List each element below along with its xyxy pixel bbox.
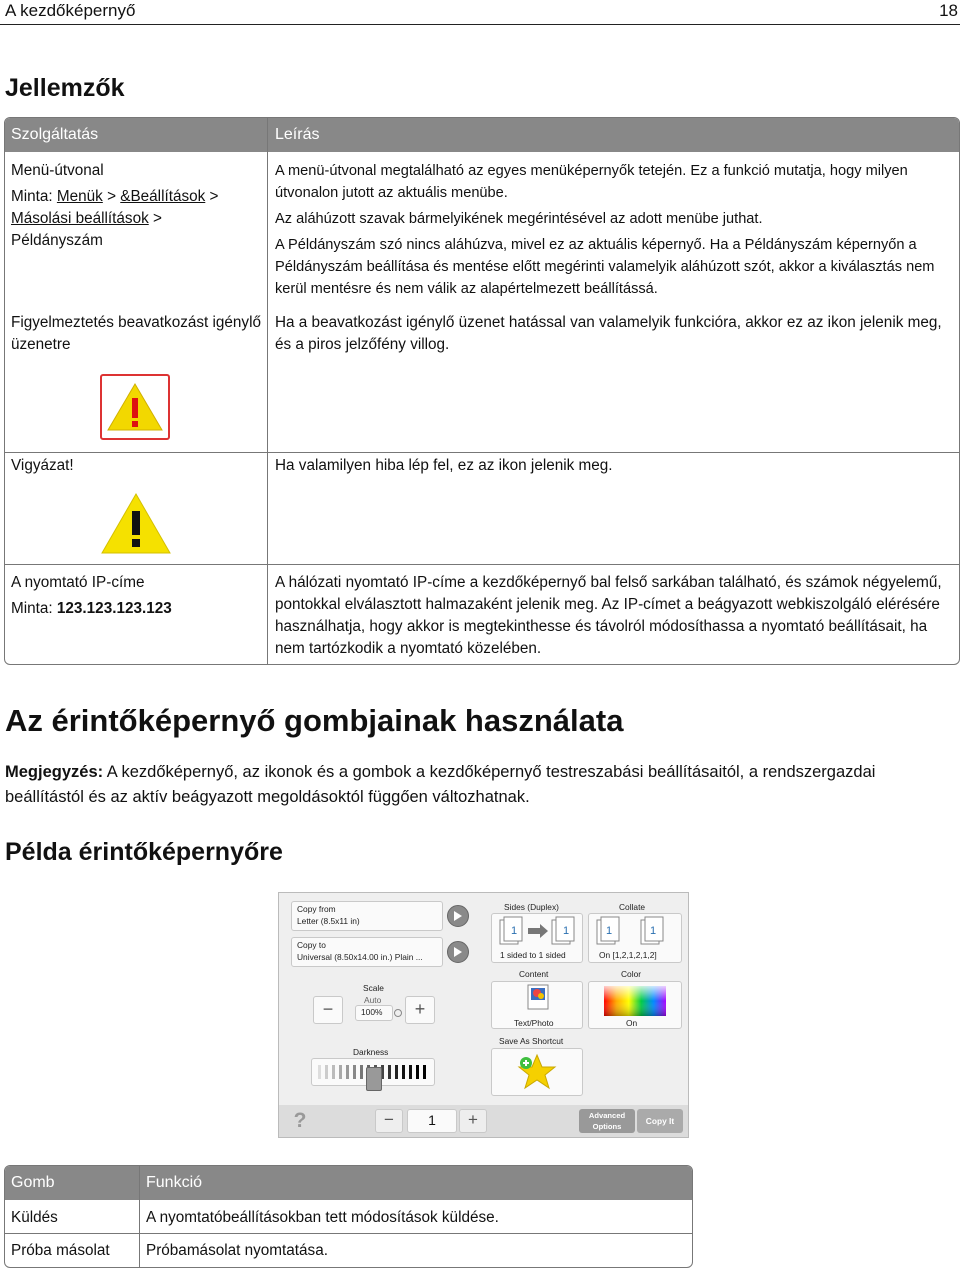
col-header-button: Gomb bbox=[11, 1174, 55, 1191]
copy-to-value: Universal (8.50x14.00 in.) Plain ... bbox=[297, 952, 423, 962]
text-photo-icon bbox=[492, 982, 582, 1016]
touchscreen-example bbox=[278, 892, 689, 1138]
warning-triangle-icon bbox=[102, 376, 168, 438]
darkness-slider-handle[interactable] bbox=[366, 1067, 382, 1091]
advanced-options-button[interactable]: Advanced Options bbox=[579, 1109, 635, 1133]
column-divider bbox=[139, 1166, 140, 1267]
note-label: Megjegyzés: bbox=[5, 763, 104, 781]
row-divider bbox=[5, 1233, 692, 1234]
color-value: On bbox=[626, 1018, 638, 1028]
column-divider bbox=[267, 118, 268, 664]
ip-example-label: Minta: bbox=[11, 600, 57, 617]
buttons-table bbox=[4, 1165, 693, 1268]
table-row-button: Küldés bbox=[11, 1209, 58, 1226]
scale-label: Scale bbox=[363, 983, 384, 993]
copy-to-label: Copy to bbox=[297, 940, 326, 950]
section-title-example-screen: Példa érintőképernyőre bbox=[5, 838, 283, 866]
plus-icon: + bbox=[414, 999, 426, 1019]
scale-mode: Auto bbox=[364, 995, 382, 1005]
svg-text:1: 1 bbox=[511, 925, 518, 937]
copy-from-value: Letter (8.5x11 in) bbox=[297, 916, 360, 926]
col-header-feature: Szolgáltatás bbox=[11, 126, 99, 143]
menu-path-example bbox=[11, 186, 261, 252]
copies-value: 1 bbox=[428, 1112, 436, 1128]
plus-icon: + bbox=[468, 1110, 478, 1129]
content-value: Text/Photo bbox=[514, 1018, 554, 1028]
desc-paragraph: Az aláhúzott szavak bármelyikének megérintésével az adott menübe juthat. bbox=[275, 211, 763, 227]
auto-toggle-icon[interactable] bbox=[394, 1009, 402, 1017]
page-number: 18 bbox=[939, 1, 958, 20]
collate-icon bbox=[589, 914, 681, 948]
duplex-icon bbox=[492, 914, 582, 948]
minus-icon: − bbox=[322, 999, 334, 1019]
breadcrumb-link-copy-settings[interactable]: Másolási beállítások bbox=[11, 210, 149, 227]
sides-label: Sides (Duplex) bbox=[504, 902, 559, 912]
content-label: Content bbox=[519, 969, 549, 979]
breadcrumb-separator: > bbox=[102, 188, 121, 205]
collate-value: On [1,2,1,2,1,2] bbox=[599, 950, 657, 960]
darkness-label: Darkness bbox=[353, 1047, 389, 1057]
copy-to-arrow-icon[interactable] bbox=[447, 941, 469, 963]
attention-message-icon bbox=[100, 374, 170, 440]
desc-paragraph: A menü-útvonal megtalálható az egyes menüképernyők tetején. Ez a funkció mutatja, hogy milyen útvonalon jutott az aktuális menübe. bbox=[275, 163, 908, 201]
section-title-features: Jellemzők bbox=[5, 74, 125, 102]
ip-address-description: A hálózati nyomtató IP-címe a kezdőképernyő bal felső sarkában található, és számok négyelemű, pontokkal elválasztott halmazaként jelenik meg. Az IP-címet a beágyazott webkiszolgáló elérésére használhatja, hogy akkor is megtekinthesse és távolról módosíthassa a nyomtató beállításait, ha nem tartózkodik a nyomtató közelében. bbox=[275, 574, 942, 657]
example-prefix: Minta: bbox=[11, 188, 57, 205]
table-row-function: Próbamásolat nyomtatása. bbox=[146, 1242, 328, 1259]
shortcut-star-icon bbox=[492, 1049, 582, 1095]
features-table-header bbox=[5, 118, 959, 152]
scale-value: 100% bbox=[361, 1007, 383, 1017]
svg-text:1: 1 bbox=[650, 925, 657, 937]
col-header-description: Leírás bbox=[275, 126, 320, 143]
breadcrumb-separator: > bbox=[148, 210, 162, 227]
note-text: A kezdőképernyő, az ikonok és a gombok a kezdőképernyő testreszabási beállításaitól, a rendszergazdai beállítástól és az aktív beágyazott megoldásoktól függően változhatnak. bbox=[5, 763, 876, 806]
warning-description: Ha valamilyen hiba lép fel, ez az ikon jelenik meg. bbox=[275, 457, 613, 474]
warning-feature: Vigyázat! bbox=[11, 457, 74, 474]
page-header bbox=[0, 0, 960, 25]
menu-path-feature bbox=[11, 160, 261, 252]
menu-path-title: Menü-útvonal bbox=[11, 162, 104, 179]
svg-text:1: 1 bbox=[563, 925, 570, 937]
minus-icon: − bbox=[384, 1110, 394, 1129]
desc-paragraph: Ha a Példányszám képernyőn a Példányszám beállítása és mentése előtt megérinti valamelyik aláhúzott szót, akkor a kiválasztás nem kerül mentésre és nem válik az alapértelmezett beállítássá. bbox=[275, 237, 935, 297]
section-title-touchscreen-buttons: Az érintőképernyő gombjainak használata bbox=[5, 703, 624, 738]
copy-it-button[interactable]: Copy It bbox=[637, 1109, 683, 1133]
attention-message-description: Ha a beavatkozást igénylő üzenet hatással van valamelyik funkcióra, akkor ez az ikon jelenik meg, és a piros jelzőfény villog. bbox=[275, 314, 942, 353]
help-icon[interactable]: ? bbox=[293, 1109, 307, 1132]
table-row-function: A nyomtatóbeállításokban tett módosítások küldése. bbox=[146, 1209, 499, 1226]
collate-label: Collate bbox=[619, 902, 646, 912]
menu-path-description bbox=[275, 160, 953, 300]
ip-example-value: 123.123.123.123 bbox=[56, 600, 172, 617]
breadcrumb-link-settings[interactable]: &Beállítások bbox=[120, 188, 206, 205]
shortcut-label: Save As Shortcut bbox=[499, 1036, 564, 1046]
table-row-button: Próba másolat bbox=[11, 1242, 110, 1259]
desc-paragraph: A Példányszám szó nincs aláhúzva, mivel ez az aktuális képernyő. bbox=[275, 237, 706, 253]
sides-value: 1 sided to 1 sided bbox=[500, 950, 566, 960]
ip-address-feature bbox=[11, 572, 261, 620]
copy-from-arrow-icon[interactable] bbox=[447, 905, 469, 927]
breadcrumb-separator: > bbox=[205, 188, 219, 205]
row-divider bbox=[5, 564, 959, 565]
copy-from-label: Copy from bbox=[297, 904, 336, 914]
note-paragraph bbox=[5, 760, 955, 810]
attention-message-feature: Figyelmeztetés beavatkozást igénylő üzenetre bbox=[11, 314, 261, 353]
warning-icon bbox=[100, 491, 172, 555]
buttons-table-header bbox=[5, 1166, 692, 1200]
breadcrumb-current: Példányszám bbox=[11, 232, 103, 249]
col-header-function: Funkció bbox=[146, 1174, 203, 1191]
svg-text:1: 1 bbox=[606, 925, 613, 937]
save-shortcut-button[interactable] bbox=[491, 1048, 583, 1096]
row-divider bbox=[5, 452, 959, 453]
breadcrumb-link-menus[interactable]: Menük bbox=[56, 188, 103, 205]
ip-feature-title: A nyomtató IP-címe bbox=[11, 574, 145, 591]
color-label: Color bbox=[621, 969, 642, 979]
page-header-title: A kezdőképernyő bbox=[5, 1, 136, 20]
